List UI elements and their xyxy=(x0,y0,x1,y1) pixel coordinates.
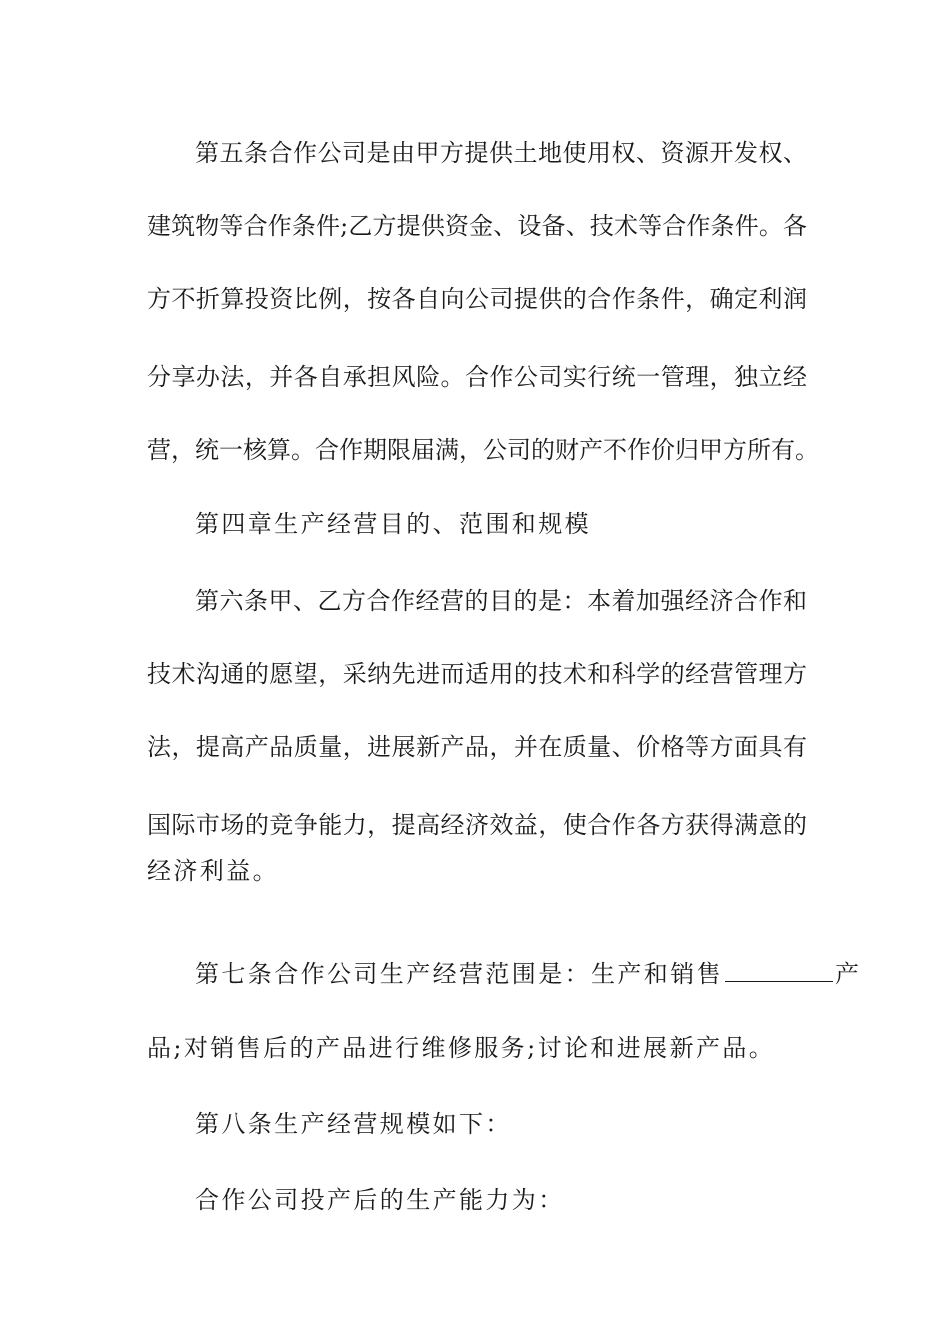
article-5-line-3: 方不折算投资比例，按各自向公司提供的合作条件，确定利润 xyxy=(147,285,807,313)
article-7-text-before-blank: 第七条合作公司生产经营范围是：生产和销售 xyxy=(195,960,723,988)
article-5-line-4: 分享办法，并各自承担风险。合作公司实行统一管理，独立经 xyxy=(147,363,807,391)
fill-in-blank[interactable] xyxy=(725,961,833,982)
article-7-line-1 xyxy=(195,958,862,990)
article-6-line-3: 法，提高产品质量，进展新产品，并在质量、价格等方面具有 xyxy=(147,733,807,761)
article-5-line-1: 第五条合作公司是由甲方提供土地使用权、资源开发权、 xyxy=(195,139,807,167)
article-6-line-2: 技术沟通的愿望，采纳先进而适用的技术和科学的经营管理方 xyxy=(147,660,807,688)
article-6-line-4: 国际市场的竞争能力，提高经济效益，使合作各方获得满意的 xyxy=(147,811,807,839)
article-8-line: 第八条生产经营规模如下： xyxy=(195,1110,512,1138)
chapter-heading: 第四章生产经营目的、范围和规模 xyxy=(195,510,591,538)
article-5-line-2: 建筑物等合作条件;乙方提供资金、设备、技术等合作条件。各 xyxy=(147,212,807,240)
article-6-line-1: 第六条甲、乙方合作经营的目的是：本着加强经济合作和 xyxy=(195,587,807,615)
article-7-text-after-blank: 产 xyxy=(835,960,862,988)
article-7-line-2: 品;对销售后的产品进行维修服务;讨论和进展新产品。 xyxy=(147,1034,776,1062)
capacity-line: 合作公司投产后的生产能力为： xyxy=(195,1186,565,1214)
article-5-line-5: 营，统一核算。合作期限届满，公司的财产不作价归甲方所有。 xyxy=(147,436,819,464)
article-6-line-5: 经济利益。 xyxy=(147,857,279,885)
